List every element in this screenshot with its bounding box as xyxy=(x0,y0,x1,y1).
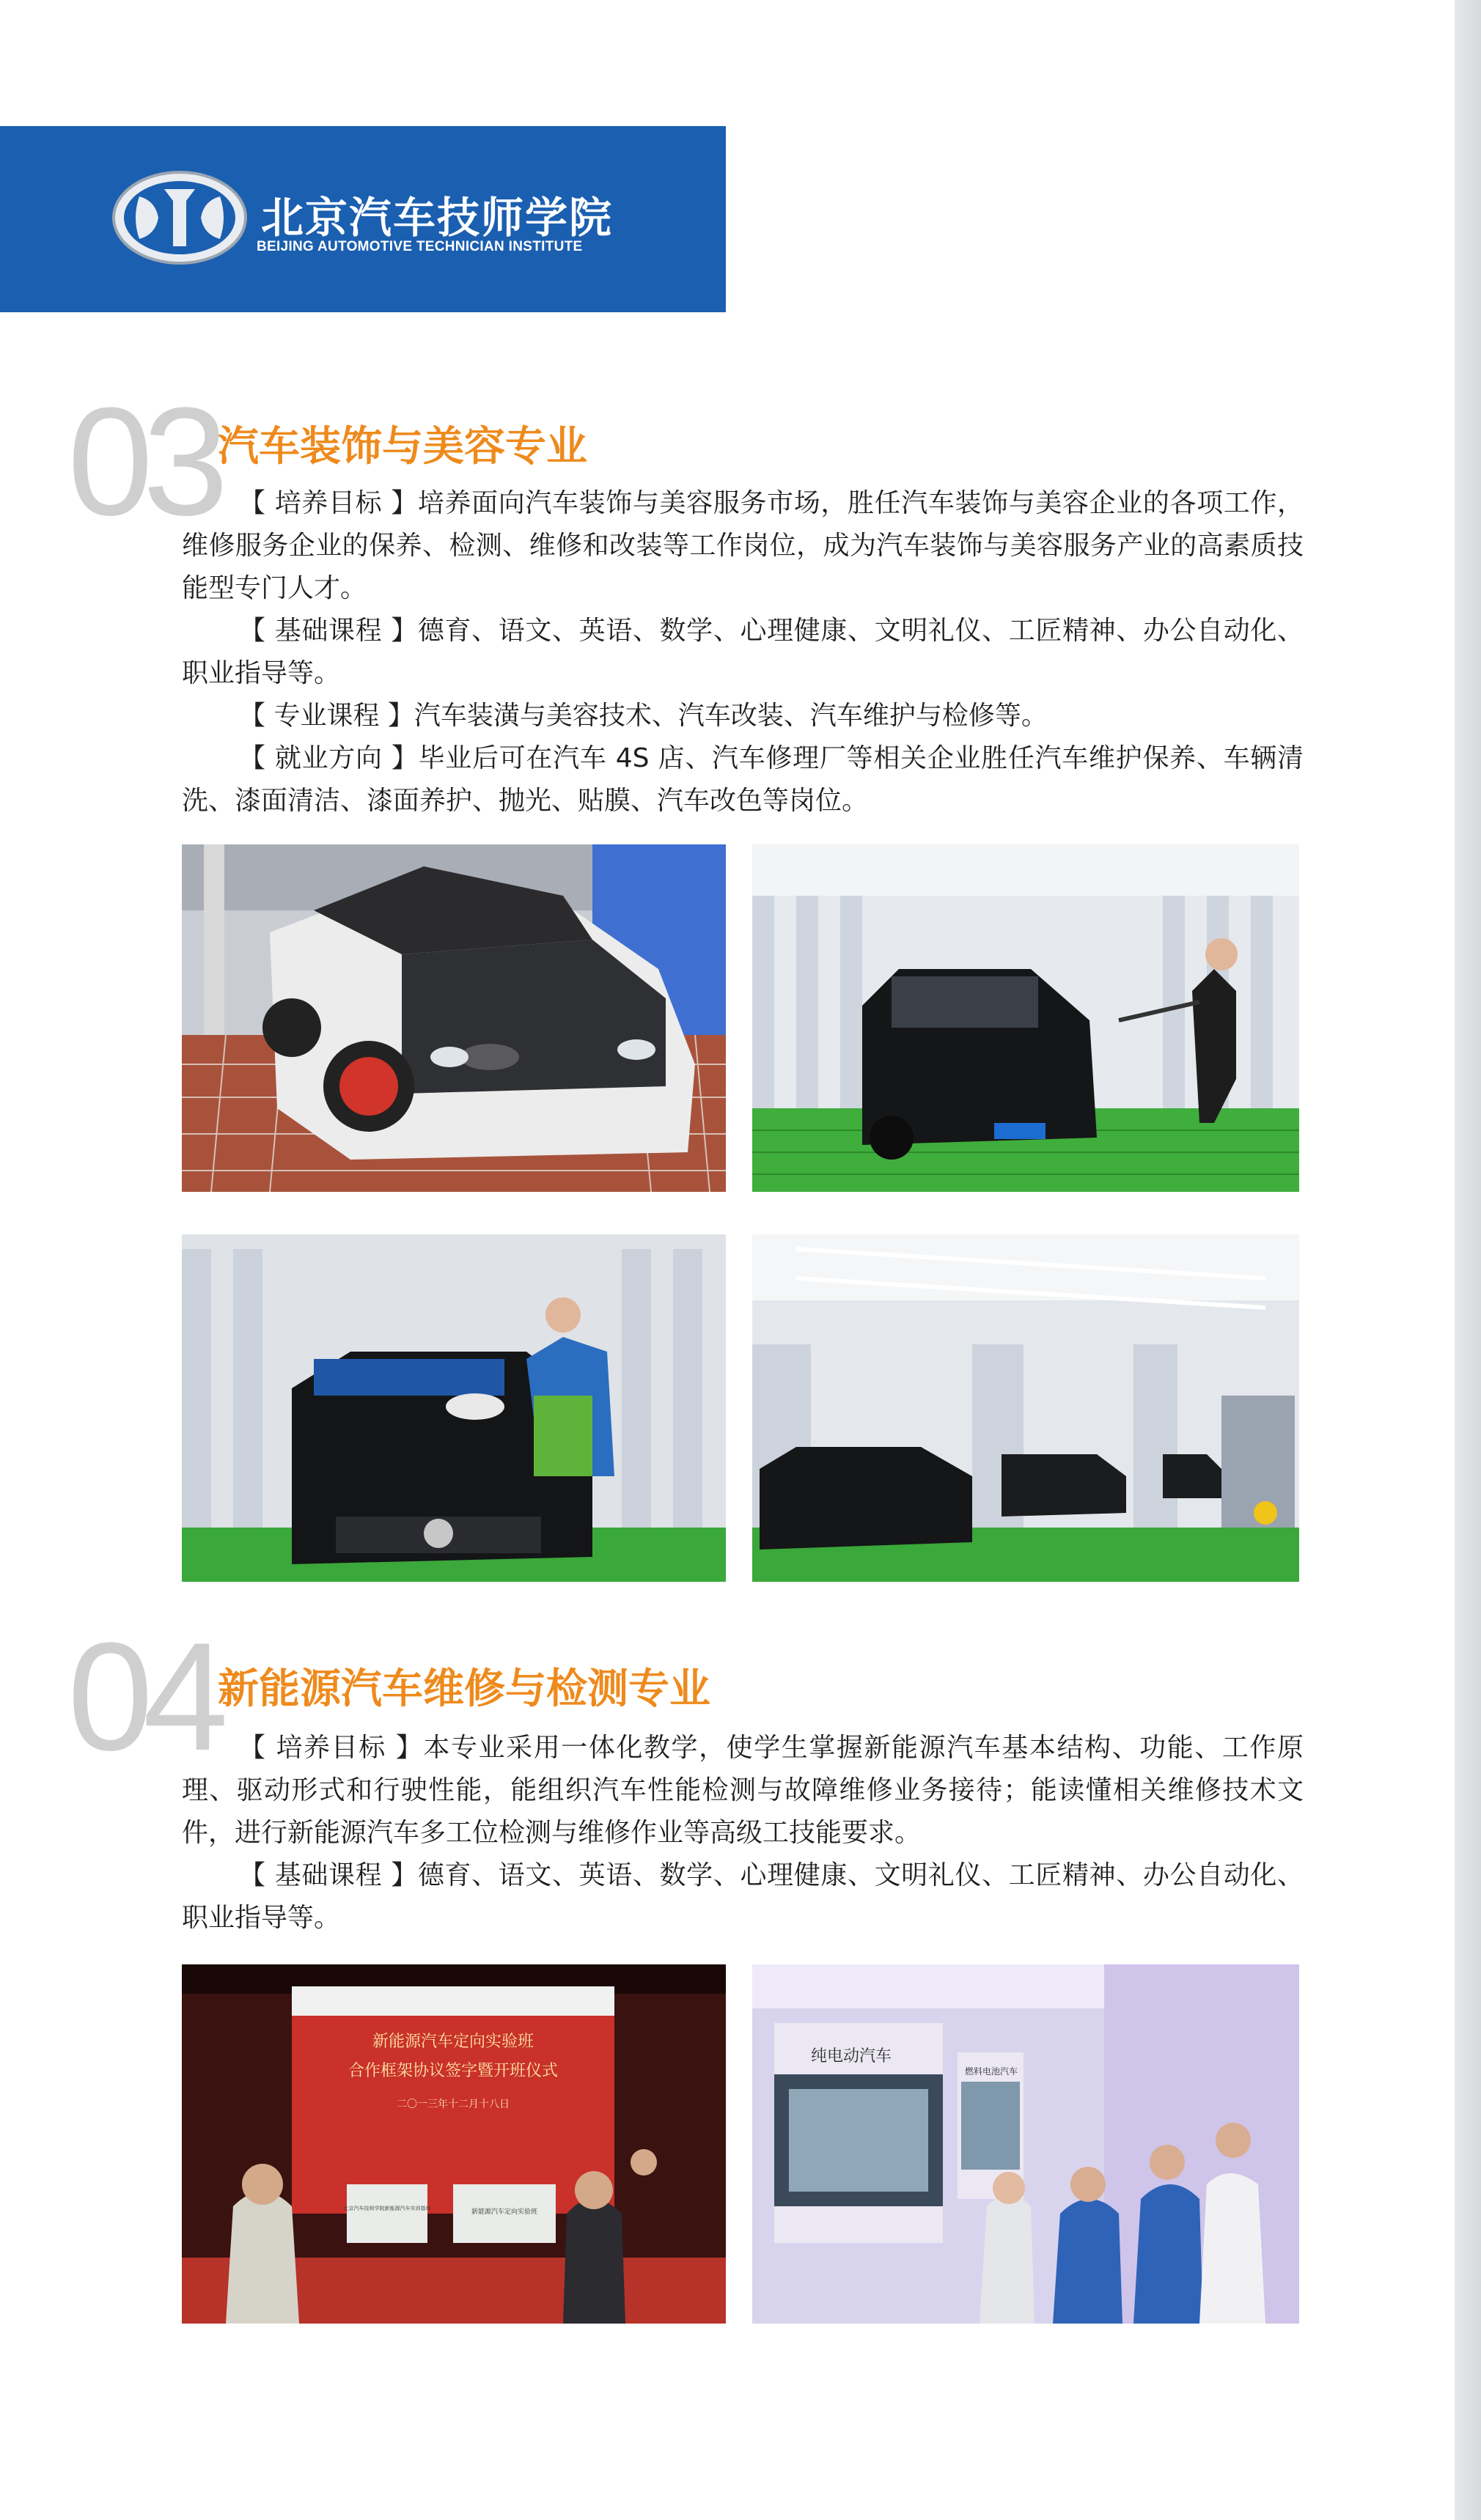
ceremony-banner-date: 二〇一三年十二月十八日 xyxy=(397,2099,510,2110)
paragraph-major-courses: 【 专业课程 】汽车装潢与美容技术、汽车改装、汽车维护与检修等。 xyxy=(239,701,1048,731)
section-body xyxy=(182,1727,1304,1939)
photo-car-wash xyxy=(752,844,1299,1192)
photo-opening-ceremony xyxy=(182,1964,726,2324)
paragraph-training-goal: 【 培养目标 】培养面向汽车装饰与美容服务市场，胜任汽车装饰与美容企业的各项工作，维修服务企业的保养、检测、维修和改装等工作岗位，成为汽车装饰与美容服务产业的高素质技能型专门人才。 xyxy=(182,488,1304,603)
photo-modified-car xyxy=(182,844,726,1192)
paragraph-training-goal: 【 培养目标 】本专业采用一体化教学，使学生掌握新能源汽车基本结构、功能、工作原理、驱动形式和行驶性能，能组织汽车性能检测与故障维修业务接待；能读懂相关维修技术文件，进行新能源汽车多工位检测与维修作业等高级工技能要求。 xyxy=(182,1733,1304,1848)
photo-polishing xyxy=(182,1234,726,1582)
ceremony-plaque-right: 新能源汽车定向实验班 xyxy=(471,2208,538,2216)
institute-name-en: BEIJING AUTOMOTIVE TECHNICIAN INSTITUTE xyxy=(257,239,583,254)
section-number: 04 xyxy=(67,1610,218,1783)
institute-name-cn: 北京汽车技师学院 xyxy=(261,193,614,243)
ceremony-banner-line2: 合作框架协议签字暨开班仪式 xyxy=(348,2062,559,2080)
ceremony-plaque-left: 北京汽车技师学院新能源汽车实训基地 xyxy=(343,2206,431,2211)
paragraph-employment: 【 就业方向 】毕业后可在汽车 4S 店、汽车修理厂等相关企业胜任汽车维护保养、车辆清洗、漆面清洁、漆面养护、抛光、贴膜、汽车改色等岗位。 xyxy=(182,743,1304,816)
baic-emblem-icon xyxy=(110,167,249,268)
lab-sign-bev: 纯电动汽车 xyxy=(811,2047,892,2066)
section-body xyxy=(182,482,1304,822)
right-edge-bar xyxy=(1455,0,1481,2520)
section-title: 新能源汽车维修与检测专业 xyxy=(218,1665,710,1713)
lab-sign-fcev: 燃料电池汽车 xyxy=(965,2066,1018,2077)
photo-workshop xyxy=(752,1234,1299,1582)
ceremony-banner-line1: 新能源汽车定向实验班 xyxy=(372,2033,534,2051)
section-number: 03 xyxy=(67,375,218,548)
section-title: 汽车装饰与美容专业 xyxy=(218,423,587,471)
paragraph-basic-courses: 【 基础课程 】德育、语文、英语、数学、心理健康、文明礼仪、工匠精神、办公自动化、职业指导等。 xyxy=(182,1860,1304,1933)
paragraph-basic-courses: 【 基础课程 】德育、语文、英语、数学、心理健康、文明礼仪、工匠精神、办公自动化、职业指导等。 xyxy=(182,616,1304,688)
photo-ev-lab xyxy=(752,1964,1299,2324)
